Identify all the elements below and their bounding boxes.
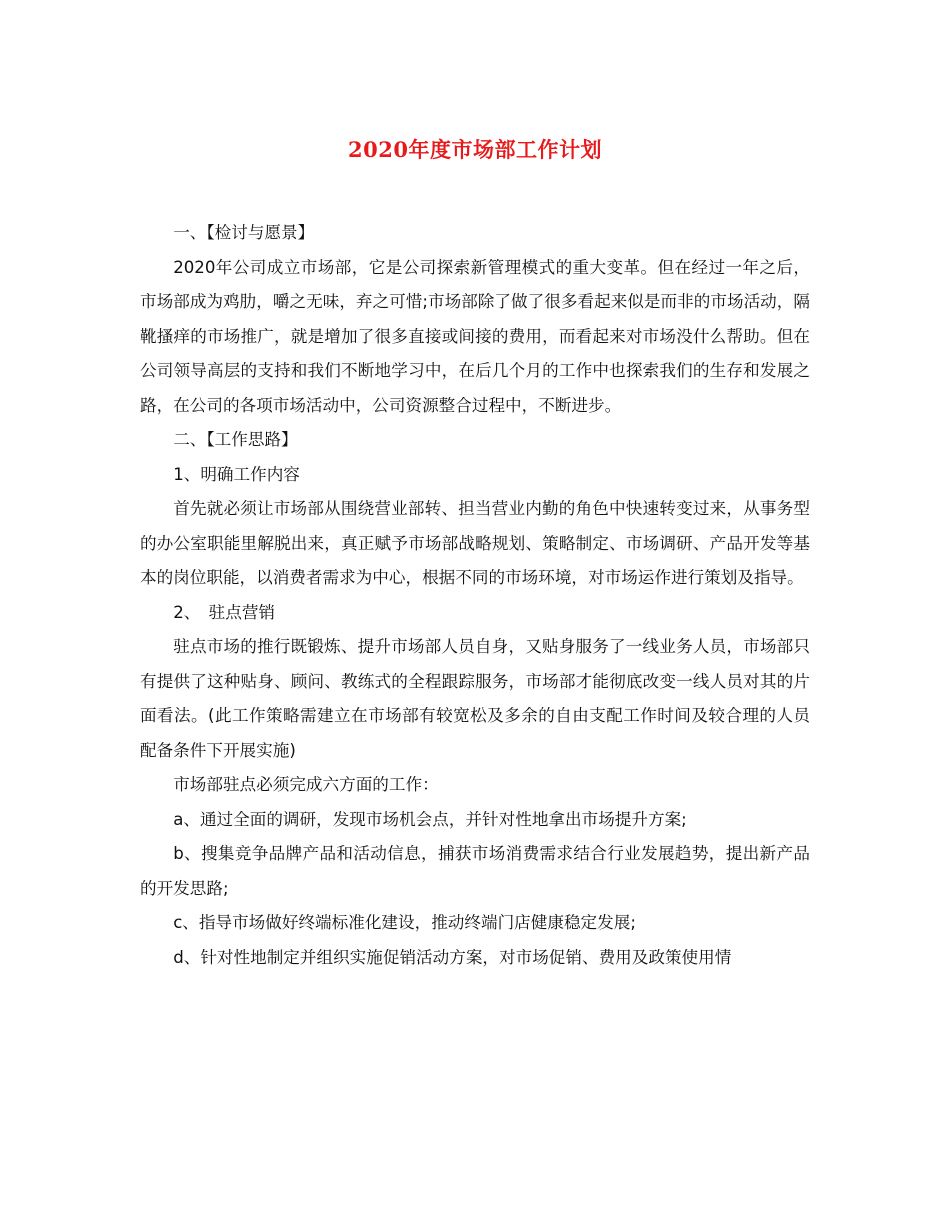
paragraph: 首先就必须让市场部从围绕营业部转、担当营业内勤的角色中快速转变过来，从事务型的办公室职能里解脱出来，真正赋予市场部战略规划、策略制定、市场调研、产品开发等基本的岗位职能，以消费者需求为中心，根据不同的市场环境，对市场运作进行策划及指导。	[140, 499, 810, 587]
paragraph: 市场部驻点必须完成六方面的工作：	[173, 775, 439, 794]
list-item: d、针对性地制定并组织实施促销活动方案，对市场促销、费用及政策使用情	[173, 947, 732, 967]
paragraph: 驻点市场的推行既锻炼、提升市场部人员自身，又贴身服务了一线业务人员，市场部只有提供了这种贴身、顾问、教练式的全程跟踪服务，市场部才能彻底改变一线人员对其的片面看法。(此工作策略需建立在市场部有较宽松及多余的自由支配工作时间及较合理的人员配备条件下开展实施)	[140, 637, 810, 760]
document-body	[140, 216, 810, 975]
list-item: a、通过全面的调研，发现市场机会点，并针对性地拿出市场提升方案;	[173, 809, 687, 829]
paragraph: 2020年公司成立市场部，它是公司探索新管理模式的重大变革。但在经过一年之后，市场部成为鸡肋，嚼之无味，弃之可惜;市场部除了做了很多看起来似是而非的市场活动，隔靴搔痒的市场推广，就是增加了很多直接或间接的费用，而看起来对市场没什么帮助。但在公司领导高层的支持和我们不断地学习中，在后几个月的工作中也探索我们的生存和发展之路，在公司的各项市场活动中，公司资源整合过程中，不断进步。	[140, 257, 810, 415]
list-item: b、搜集竞争品牌产品和活动信息，捕获市场消费需求结合行业发展趋势，提出新产品的开发思路;	[140, 844, 810, 898]
subheading-clarify-work: 1、明确工作内容	[173, 464, 300, 484]
list-item: c、指导市场做好终端标准化建设，推动终端门店健康稳定发展;	[173, 913, 636, 932]
document-title: 2020年度市场部工作计划	[348, 137, 602, 162]
heading-work-approach: 二、【工作思路】	[173, 430, 298, 449]
subheading-onsite-marketing: 2、 驻点营销	[173, 602, 276, 622]
heading-review-vision: 一、【检讨与愿景】	[173, 223, 315, 242]
